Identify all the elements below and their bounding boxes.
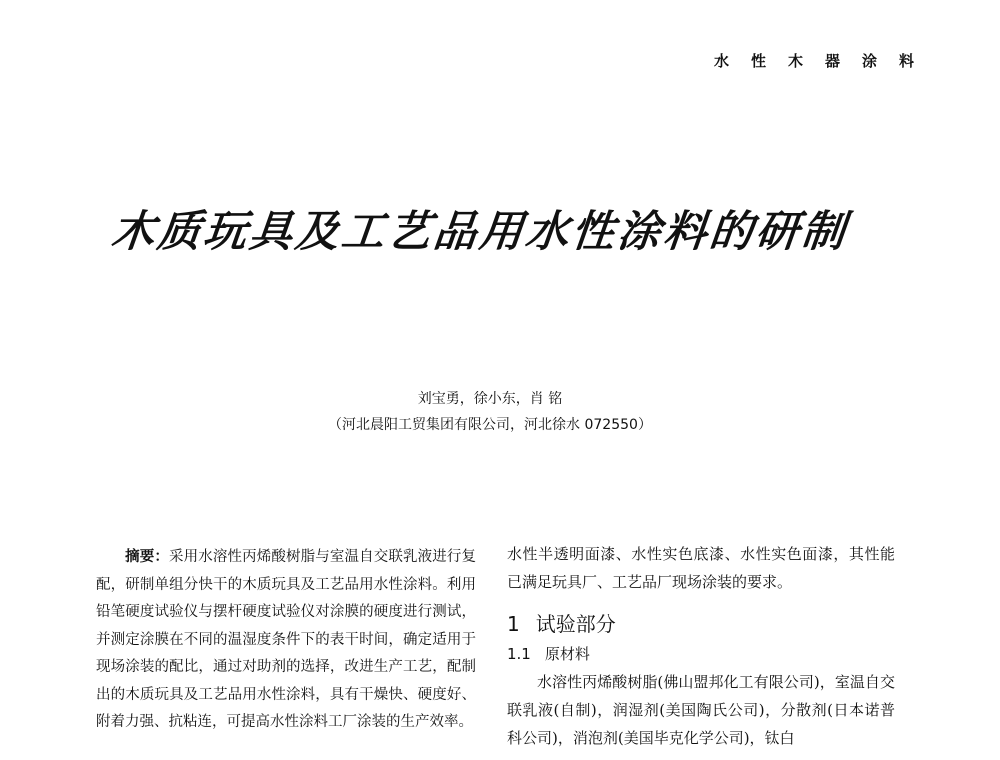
journal-section-tag: 水性木器涂料 bbox=[713, 52, 936, 70]
author-list: 刘宝勇，徐小东，肖 铭 bbox=[417, 391, 563, 407]
abstract-block bbox=[96, 543, 476, 737]
section-title: 试验部分 bbox=[535, 612, 616, 636]
section-heading bbox=[507, 608, 895, 637]
right-column bbox=[507, 540, 895, 752]
intro-paragraph: 水性半透明面漆、水性实色底漆、水性实色面漆，其性能已满足玩具厂、工艺品厂现场涂装的要求。 bbox=[507, 545, 895, 591]
paper-title: 木质玩具及工艺品用水性涂料的研制 bbox=[109, 207, 851, 257]
section-number: 1 bbox=[507, 612, 520, 636]
abstract-label: 摘要： bbox=[125, 548, 169, 565]
author-affiliation: （河北晨阳工贸集团有限公司，河北徐水 072550） bbox=[328, 417, 652, 433]
subsection-number: 1.1 bbox=[507, 645, 531, 663]
subsection-title: 原材料 bbox=[544, 645, 590, 663]
abstract-text: 采用水溶性丙烯酸树脂与室温自交联乳液进行复配，研制单组分快干的木质玩具及工艺品用水性涂料。利用铅笔硬度试验仪与摆杆硬度试验仪对涂膜的硬度进行测试，并测定涂膜在不同的温湿度条件下的表干时间，确定适用于现场涂装的配比，通过对助剂的选择，改进生产工艺，配制出的木质玩具及工艺品用水性涂料，具有干燥快、硬度好、附着力强、抗粘连，可提高水性涂料工厂涂装的生产效率。 bbox=[96, 549, 476, 730]
materials-paragraph: 水溶性丙烯酸树脂(佛山盟邦化工有限公司)，室温自交联乳液(自制)，润湿剂(美国陶氏公司)，分散剂(日本诺普科公司)，消泡剂(美国毕克化学公司)，钛白 bbox=[507, 673, 895, 747]
subsection-heading bbox=[507, 643, 895, 664]
